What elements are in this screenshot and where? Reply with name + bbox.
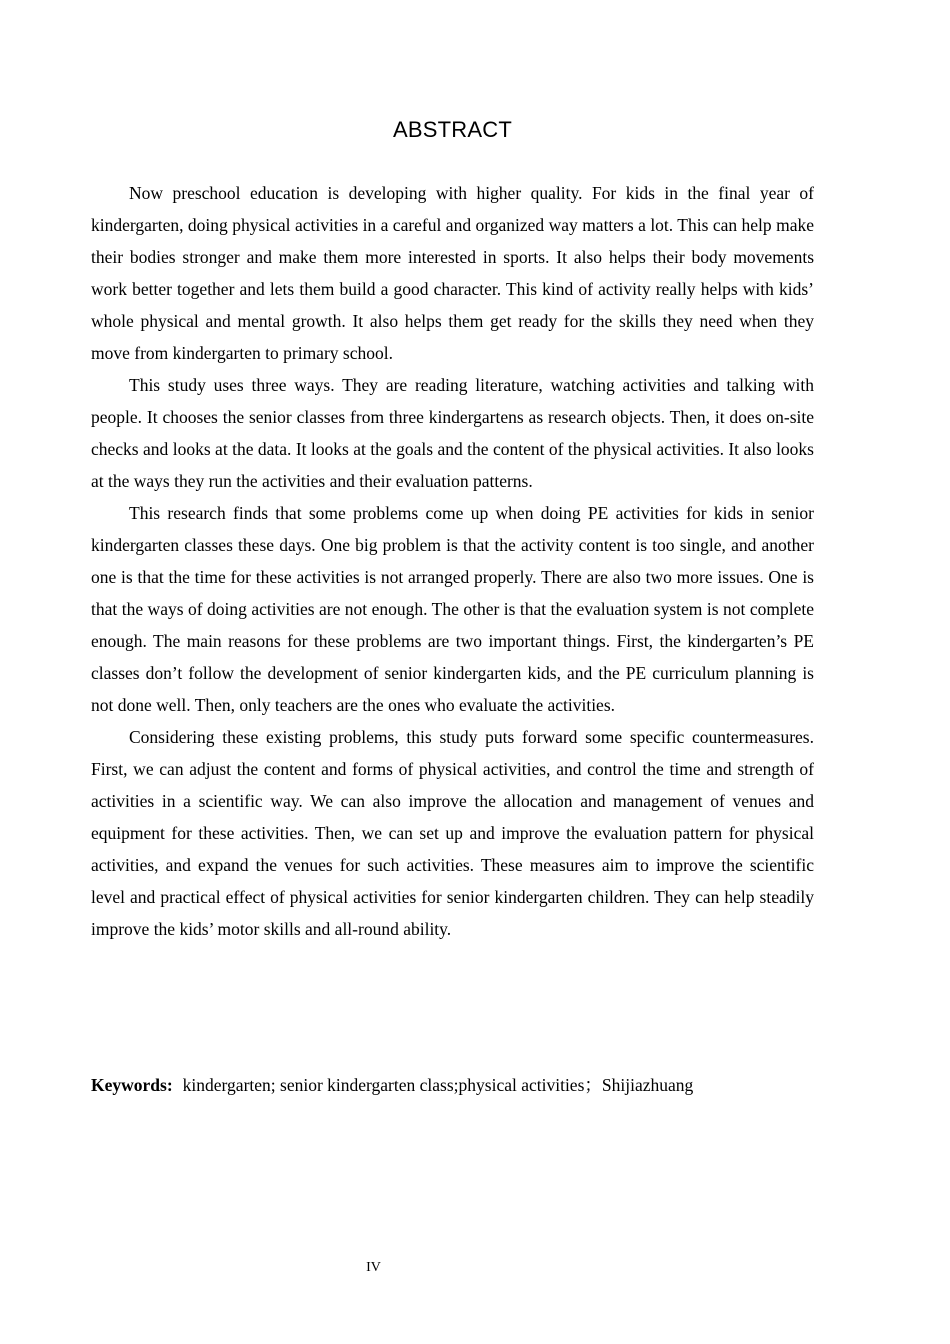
abstract-paragraph-4: Considering these existing problems, this study puts forward some specific countermeasures. First, we can adjust the content and forms of physical activities, and control the time and strength of activities in a scientific way. We can also improve the allocation and management of venues and equipment for these activities. Then, we can set up and improve the evaluation pattern for physical activities, and expand the venues for such activities. These measures aim to improve the scientific level and practical effect of physical activities for senior kindergarten children. They can help steadily improve the kids’ motor skills and all-round ability. xyxy=(91,727,814,939)
abstract-body xyxy=(91,177,814,945)
abstract-paragraph-1: Now preschool education is developing with higher quality. For kids in the final year of kindergarten, doing physical activities in a careful and organized way matters a lot. This can help make their bodies stronger and make them more interested in sports. It also helps their body movements work better together and lets them build a good character. This kind of activity really helps with kids’ whole physical and mental growth. It also helps them get ready for the skills they need when they move from kindergarten to primary school. xyxy=(91,183,814,363)
abstract-title: ABSTRACT xyxy=(393,117,512,142)
abstract-paragraph-3: This research finds that some problems come up when doing PE activities for kids in senior kindergarten classes these days. One big problem is that the activity content is too single, and another one is that the time for these activities is not arranged properly. There are also two more issues. One is that the ways of doing activities are not enough. The other is that the evaluation system is not complete enough. The main reasons for these problems are two important things. First, the kindergarten’s PE classes don’t follow the development of senior kindergarten kids, and the PE curriculum planning is not done well. Then, only teachers are the ones who evaluate the activities. xyxy=(91,503,814,715)
keywords-text: kindergarten; senior kindergarten class;physical activities；Shijiazhuang xyxy=(182,1075,694,1095)
keywords-line xyxy=(91,1069,851,1101)
page-number: IV xyxy=(366,1260,381,1275)
abstract-paragraph-2: This study uses three ways. They are reading literature, watching activities and talking with people. It chooses the senior classes from three kindergartens as research objects. Then, it does on-site checks and looks at the data. It looks at the goals and the content of the physical activities. It also looks at the ways they run the activities and their evaluation patterns. xyxy=(91,375,814,491)
keywords-label: Keywords: xyxy=(91,1075,173,1095)
